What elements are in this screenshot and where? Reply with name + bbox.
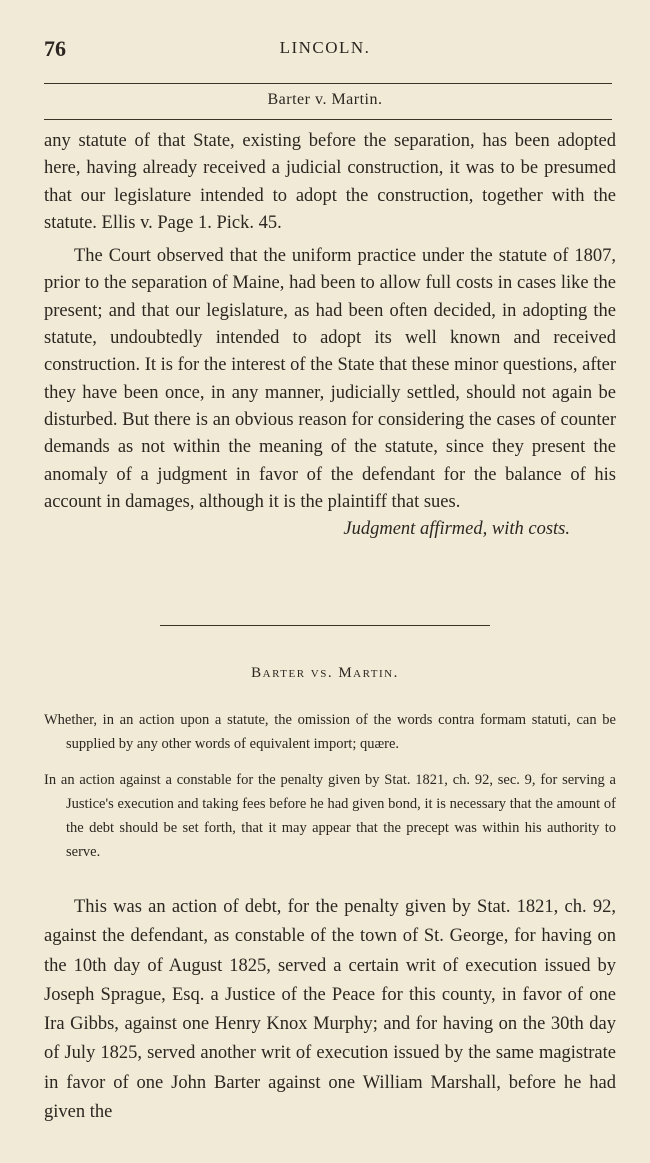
case-title: Barter vs. Martin. xyxy=(251,665,399,681)
page-header xyxy=(0,36,650,61)
case-statement xyxy=(44,893,616,1127)
judgment-line: Judgment affirmed, with costs. xyxy=(343,519,570,540)
page-number: 76 xyxy=(44,36,66,61)
section-separator xyxy=(160,625,490,626)
header-rule-bottom xyxy=(44,119,612,120)
headnotes xyxy=(44,708,616,876)
paragraph-court-observed: The Court observed that the uniform practice under the statute of 1807, prior to the separation of Maine, had been to allow full costs in cases like the present; and that our legislature, as had been often decided, in adopting the statute, undoubtedly intended to adopt its well known and received construction. It is for the interest of the State that these minor questions, after they have been once, in any manner, judicially settled, should not again be disturbed. But there is an obvious reason for considering the cases of counter demands as not within the meaning of the statute, since they present the anomaly of a judgment in favor of the defendant for the balance of his account in damages, although it is the plaintiff that sues. xyxy=(44,246,616,512)
running-title: LINCOLN. xyxy=(279,38,371,57)
header-rule-top xyxy=(44,83,612,84)
headnote: Whether, in an action upon a statute, the omission of the words contra formam statuti, can be supplied by any other words of equivalent import; quære. xyxy=(44,712,616,752)
continued-opinion xyxy=(44,128,616,543)
opening-paragraph: This was an action of debt, for the penalty given by Stat. 1821, ch. 92, against the defendant, as constable of the town of St. George, for having on the 10th day of August 1825, served a certain writ of execution issued by Joseph Sprague, Esq. a Justice of the Peace for this county, in favor of one Ira Gibbs, against one Henry Knox Murphy; and for having on the 30th day of July 1825, served another writ of execution issued by the same magistrate in favor of one John Barter against one William Marshall, before he had given the xyxy=(44,897,616,1123)
paragraph-continuation: any statute of that State, existing before the separation, has been adopted here, having already received a judicial construction, it was to be presumed that our legislature intended to adopt the construction, together with the statute. Ellis v. Page 1. Pick. 45. xyxy=(44,131,616,233)
headnote: In an action against a constable for the penalty given by Stat. 1821, ch. 92, sec. 9, for serving a Justice's execution and taking fees before he had given bond, it is necessary that the amount of the debt should be set forth, that it may appear that the precept was within his authority to serve. xyxy=(44,772,616,860)
case-running-head: Barter v. Martin. xyxy=(267,91,383,108)
